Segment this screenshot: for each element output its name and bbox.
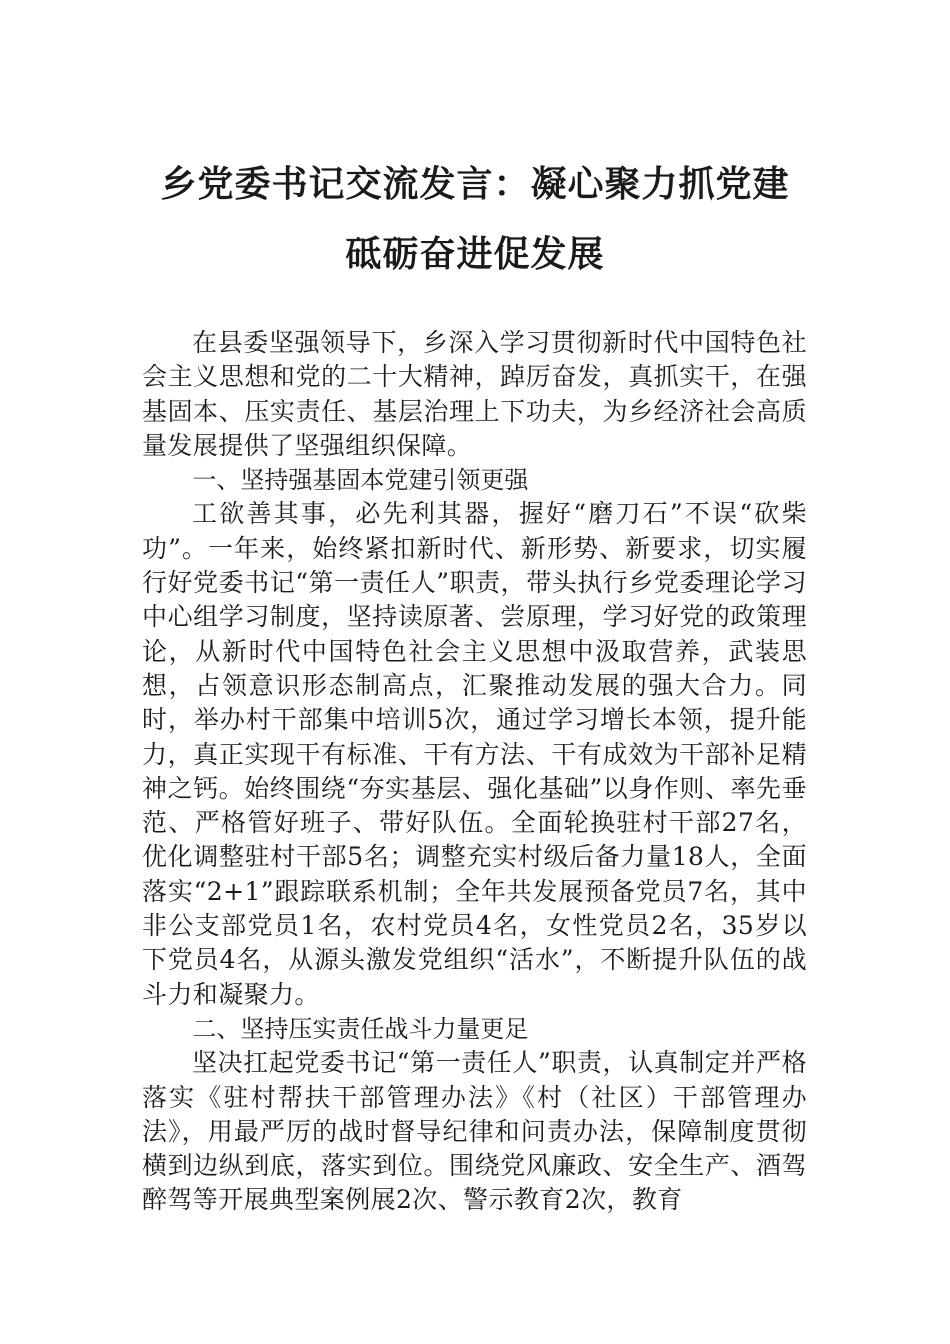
document-title: 乡党委书记交流发言：凝心聚力抓党建 砥砺奋进促发展: [160, 164, 790, 275]
section-paragraph: 工欲善其事，必先利其器，握好“磨刀石”不误“砍柴功”。一年来，始终紧扣新时代、新形势、新要求，切实履行好党委书记“第一责任人”职责，带头执行乡党委理论学习中心组学习制度，坚持读原著、尝原理，学习好党的政策理论，从新时代中国特色社会主义思想中汲取营养，武装思想，占领意识形态制高点，汇聚推动发展的强大合力。同时，举办村干部集中培训5次，通过学习增长本领，提升能力，真正实现干有标准、干有方法、干有成效为干部补足精神之钙。始终围绕“夯实基层、强化基础”以身作则、率先垂范、严格管好班子、带好队伍。全面轮换驻村干部27名，优化调整驻村干部5名；调整充实村级后备力量18人，全面落实“2+1”跟踪联系机制；全年共发展预备党员7名，其中非公支部党员1名，农村党员4名，女性党员2名，35岁以下党员4名，从源头激发党组织“活水”，不断提升队伍的战斗力和凝聚力。: [142, 499, 807, 1009]
section-paragraph: 坚决扛起党委书记“第一责任人”职责，认真制定并严格落实《驻村帮扶干部管理办法》《村（社区）干部管理办法》，用最严厉的战时督导纪律和问责办法，保障制度贯彻横到边纵到底，落实到位。围绕党风廉政、安全生产、酒驾醉驾等开展典型案例展2次、警示教育2次，教育: [142, 1048, 807, 1215]
intro-paragraph: 在县委坚强领导下，乡深入学习贯彻新时代中国特色社会主义思想和党的二十大精神，踔厉奋发，真抓实干，在强基固本、压实责任、基层治理上下功夫，为乡经济社会高质量发展提供了坚强组织保障。: [142, 328, 807, 460]
section-heading: 二、坚持压实责任战斗力量更足: [192, 1014, 529, 1043]
document-body: [142, 326, 807, 1218]
section-heading: 一、坚持强基固本党建引领更强: [192, 466, 529, 495]
